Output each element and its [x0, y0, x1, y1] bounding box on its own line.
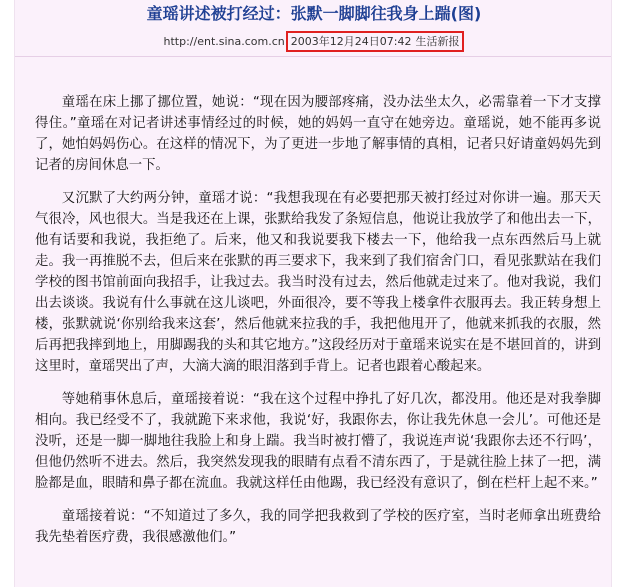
article-body — [35, 92, 601, 560]
publish-date: 2003年12月24日07:42 — [290, 35, 412, 48]
article-page — [14, 0, 612, 587]
article-paragraph: 又沉默了大约两分钟，童瑶才说：“我想我现在有必要把那天被打经过对你讲一遍。那天天气很冷，风也很大。当是我还在上课，张默给我发了条短信息，他说让我放学了和他出去一下，他有话要和我说，我拒绝了。后来，他又和我说要我下楼去一下，他给我一点东西然后马上就走。我一再推脱不去，但后来在张默的再三要求下，我来到了我们宿舍门口，看见张默站在我们学校的图书馆前面向我招手，让我过去。我当时没有过去，然后他就走过来了。他对我说，我们出去谈谈。我说有什么事就在这儿谈吧，外面很冷，要不等我上楼拿件衣服再去。我正转身想上楼，张默就说‘你别给我来这套’，然后他就来拉我的手，我把他甩开了，他就来抓我的衣服，然后再把我摔到地上，用脚踢我的头和其它地方。”这段经历对于童瑶来说实在是不堪回首的，讲到这里时，童瑶哭出了声，大滴大滴的眼泪落到手背上。记者也跟着心酸起来。 — [35, 191, 601, 374]
article-headline: 童瑶讲述被打经过：张默一脚脚往我身上踹(图) — [146, 4, 482, 23]
article-paragraph: 童瑶在床上挪了挪位置，她说：“现在因为腰部疼痛，没办法坐太久，必需靠着一下才支撑得住。”童瑶在对记者讲述事情经过的时候，她的妈妈一直守在她旁边。童瑶说，她不能再多说了，她怕妈妈伤心。在这样的情况下，为了更进一步地了解事情的真相，记者只好请童妈妈先到记者的房间休息一下。 — [35, 95, 601, 173]
article-paragraph: 童瑶接着说：“不知道过了多久，我的同学把我救到了学校的医疗室，当时老师拿出班费给我先垫着医疗费，我很感激他们。” — [35, 509, 601, 545]
header-divider — [15, 56, 612, 57]
source-url-link[interactable]: http://ent.sina.com.cn — [163, 35, 285, 48]
source-bar — [15, 30, 612, 54]
date-channel-highlight — [286, 31, 465, 52]
article-paragraph: 等她稍事休息后，童瑶接着说：“我在这个过程中挣扎了好几次，都没用。他还是对我拳脚相向。我已经受不了，我就跪下来求他，我说‘好，我跟你去，你让我先休息一会儿’。可他还是没听，还是一脚一脚地往我脸上和身上踹。我当时被打懵了，我说连声说‘我跟你去还不行吗’，但他仍然听不进去。然后，我突然发现我的眼睛有点看不清东西了，于是就往脸上抹了一把，满脸都是血，眼睛和鼻子都在流血。我就这样任由他踢，我已经没有意识了，倒在栏杆上起不来。” — [35, 392, 601, 491]
source-channel: 生活新报 — [415, 35, 460, 48]
